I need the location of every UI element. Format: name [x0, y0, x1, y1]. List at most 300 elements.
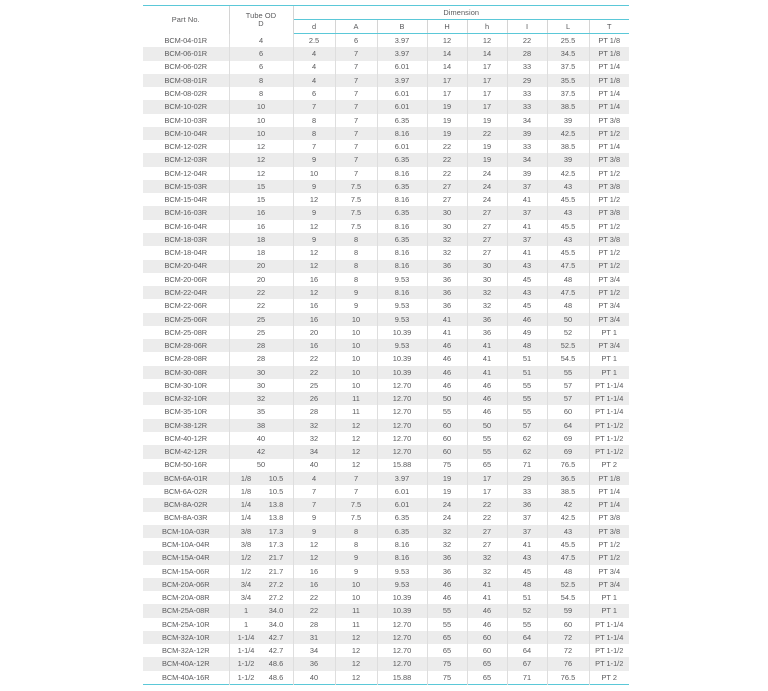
- cell-part-no: BCM-04-01R: [143, 34, 229, 48]
- tube-od-inch: 3/4: [240, 593, 252, 603]
- cell-dim-h: 27: [467, 233, 507, 246]
- cell-tube-od: [229, 74, 293, 87]
- cell-dim-L: 48: [547, 565, 589, 578]
- cell-tube-od: [229, 644, 293, 657]
- cell-dim-I: 37: [507, 512, 547, 525]
- cell-tube-od: [229, 114, 293, 127]
- cell-tube-od: [229, 432, 293, 445]
- cell-dim-L: 52.5: [547, 339, 589, 352]
- table-row: [143, 114, 629, 127]
- tube-od-inch: 1/4: [240, 513, 252, 523]
- cell-dim-H: 14: [427, 61, 467, 74]
- cell-dim-h: 65: [467, 459, 507, 472]
- cell-dim-d: 22: [293, 352, 335, 365]
- cell-tube-od: [229, 604, 293, 617]
- table-row: [143, 657, 629, 670]
- cell-dim-I: 28: [507, 47, 547, 60]
- cell-dim-B: 3.97: [377, 74, 427, 87]
- cell-dim-B: 12.70: [377, 657, 427, 670]
- cell-dim-I: 45: [507, 299, 547, 312]
- column-header-I: I: [507, 20, 547, 34]
- tube-od-inch: 1/2: [240, 553, 252, 563]
- table-row: [143, 339, 629, 352]
- cell-tube-od: [229, 551, 293, 564]
- cell-dim-d: 4: [293, 61, 335, 74]
- cell-dim-d: 26: [293, 392, 335, 405]
- cell-dim-L: 37.5: [547, 61, 589, 74]
- cell-dim-h: 32: [467, 299, 507, 312]
- cell-dim-A: 8: [335, 273, 377, 286]
- cell-dim-T: PT 3/4: [598, 579, 621, 589]
- cell-dim-B: 6.35: [377, 153, 427, 166]
- tube-od-inch: 1: [243, 606, 249, 616]
- cell-part-no: BCM-38-12R: [143, 419, 229, 432]
- cell-dim-L: 48: [547, 273, 589, 286]
- cell-dim-h: 65: [467, 671, 507, 685]
- cell-dim-I: 34: [507, 114, 547, 127]
- cell-part-no: BCM-35-10R: [143, 405, 229, 418]
- cell-dim-B: 9.53: [377, 313, 427, 326]
- table-row: [143, 87, 629, 100]
- cell-dim-I: 67: [507, 657, 547, 670]
- tube-od-value: 18: [256, 248, 266, 258]
- cell-dim-L: 52: [547, 326, 589, 339]
- cell-dim-I: 43: [507, 260, 547, 273]
- cell-dim-T: PT 3/8: [598, 526, 621, 536]
- cell-part-no: BCM-40A-12R: [143, 657, 229, 670]
- cell-dim-H: 27: [427, 193, 467, 206]
- table-row: [143, 153, 629, 166]
- cell-dim-H: 75: [427, 657, 467, 670]
- cell-dim-T: PT 1/2: [598, 540, 621, 550]
- cell-dim-h: 55: [467, 432, 507, 445]
- cell-dim-B: 10.39: [377, 326, 427, 339]
- cell-dim-A: 8: [335, 525, 377, 538]
- cell-dim-h: 17: [467, 100, 507, 113]
- cell-dim-h: 46: [467, 405, 507, 418]
- table-row: [143, 432, 629, 445]
- cell-dim-B: 6.01: [377, 498, 427, 511]
- cell-dim-A: 7.5: [335, 180, 377, 193]
- cell-dim-L: 60: [547, 618, 589, 631]
- tube-od-value: 28: [256, 354, 266, 364]
- cell-dim-h: 27: [467, 246, 507, 259]
- column-header-d: d: [293, 20, 335, 34]
- cell-dim-T: PT 1-1/4: [595, 619, 624, 629]
- cell-dim-T: PT 1/2: [598, 261, 621, 271]
- tube-od-mm: 27.2: [268, 579, 284, 589]
- cell-dim-d: 9: [293, 180, 335, 193]
- cell-dim-H: 24: [427, 498, 467, 511]
- tube-od-value: 40: [256, 433, 266, 443]
- cell-dim-A: 9: [335, 286, 377, 299]
- cell-dim-d: 22: [293, 591, 335, 604]
- cell-dim-H: 41: [427, 326, 467, 339]
- cell-dim-B: 6.01: [377, 485, 427, 498]
- cell-dim-A: 7: [335, 100, 377, 113]
- table-row: [143, 193, 629, 206]
- cell-dim-I: 37: [507, 233, 547, 246]
- cell-dim-L: 59: [547, 604, 589, 617]
- tube-od-value: 42: [256, 447, 266, 457]
- cell-dim-I: 33: [507, 140, 547, 153]
- cell-dim-B: 6.35: [377, 233, 427, 246]
- cell-dim-H: 19: [427, 127, 467, 140]
- cell-dim-I: 64: [507, 644, 547, 657]
- cell-dim-d: 7: [293, 140, 335, 153]
- cell-dim-T: PT 2: [601, 460, 617, 470]
- cell-dim-I: 37: [507, 180, 547, 193]
- cell-dim-I: 48: [507, 578, 547, 591]
- cell-dim-d: 28: [293, 618, 335, 631]
- table-row: [143, 299, 629, 312]
- cell-dim-A: 8: [335, 260, 377, 273]
- cell-tube-od: [229, 246, 293, 259]
- tube-od-value: 25: [256, 327, 266, 337]
- tube-od-mm: 21.7: [268, 566, 284, 576]
- cell-dim-L: 39: [547, 114, 589, 127]
- cell-dim-d: 28: [293, 405, 335, 418]
- cell-tube-od: [229, 419, 293, 432]
- tube-od-mm: 48.6: [268, 659, 284, 669]
- cell-dim-L: 38.5: [547, 100, 589, 113]
- table-header: [143, 3, 629, 34]
- cell-tube-od: [229, 392, 293, 405]
- table-row: [143, 34, 629, 48]
- cell-dim-T: PT 3/8: [598, 513, 621, 523]
- cell-dim-I: 33: [507, 100, 547, 113]
- cell-dim-I: 62: [507, 432, 547, 445]
- cell-part-no: BCM-20A-08R: [143, 591, 229, 604]
- cell-dim-T: PT 1: [601, 354, 617, 364]
- cell-dim-d: 9: [293, 206, 335, 219]
- tube-od-inch: 3/4: [240, 579, 252, 589]
- cell-dim-I: 46: [507, 313, 547, 326]
- cell-dim-L: 36.5: [547, 472, 589, 485]
- cell-dim-I: 48: [507, 339, 547, 352]
- cell-tube-od: [229, 61, 293, 74]
- cell-part-no: BCM-25A-10R: [143, 618, 229, 631]
- cell-tube-od: [229, 445, 293, 458]
- cell-tube-od: [229, 538, 293, 551]
- column-header-dimension-group: Dimension: [293, 6, 629, 20]
- cell-dim-B: 12.70: [377, 392, 427, 405]
- cell-dim-H: 55: [427, 604, 467, 617]
- cell-dim-B: 6.01: [377, 61, 427, 74]
- cell-part-no: BCM-30-10R: [143, 379, 229, 392]
- cell-dim-B: 12.70: [377, 405, 427, 418]
- tube-od-mm: 42.7: [268, 632, 284, 642]
- tube-od-inch: 3/8: [240, 540, 252, 550]
- cell-dim-H: 17: [427, 87, 467, 100]
- cell-dim-I: 55: [507, 618, 547, 631]
- table-row: [143, 379, 629, 392]
- cell-dim-I: 37: [507, 525, 547, 538]
- cell-dim-A: 12: [335, 657, 377, 670]
- cell-dim-T: PT 1/4: [598, 62, 621, 72]
- cell-dim-B: 10.39: [377, 591, 427, 604]
- cell-dim-T: PT 1/4: [598, 102, 621, 112]
- cell-dim-L: 47.5: [547, 551, 589, 564]
- cell-dim-I: 43: [507, 286, 547, 299]
- cell-dim-T: PT 1-1/2: [595, 433, 624, 443]
- cell-tube-od: [229, 472, 293, 485]
- cell-dim-T: PT 1/8: [598, 49, 621, 59]
- table-row: [143, 220, 629, 233]
- cell-dim-A: 10: [335, 339, 377, 352]
- cell-dim-H: 24: [427, 512, 467, 525]
- cell-dim-A: 10: [335, 591, 377, 604]
- cell-part-no: BCM-15-03R: [143, 180, 229, 193]
- table-row: [143, 180, 629, 193]
- cell-dim-T: PT 1/8: [598, 473, 621, 483]
- header-row-primary: [143, 6, 629, 20]
- cell-dim-I: 52: [507, 604, 547, 617]
- table-row: [143, 671, 629, 685]
- table-row: [143, 127, 629, 140]
- spec-table-container: [143, 3, 629, 687]
- cell-dim-A: 7: [335, 127, 377, 140]
- cell-tube-od: [229, 47, 293, 60]
- cell-tube-od: [229, 220, 293, 233]
- cell-dim-A: 7.5: [335, 193, 377, 206]
- tube-od-value: 22: [256, 301, 266, 311]
- cell-dim-H: 65: [427, 644, 467, 657]
- tube-od-value: 28: [256, 341, 266, 351]
- cell-dim-H: 46: [427, 352, 467, 365]
- cell-dim-H: 32: [427, 525, 467, 538]
- cell-tube-od: [229, 657, 293, 670]
- cell-dim-A: 7: [335, 472, 377, 485]
- cell-dim-A: 12: [335, 671, 377, 685]
- cell-dim-L: 64: [547, 419, 589, 432]
- table-row: [143, 246, 629, 259]
- cell-dim-T: PT 3/4: [598, 341, 621, 351]
- cell-dim-H: 46: [427, 366, 467, 379]
- cell-dim-I: 57: [507, 419, 547, 432]
- cell-part-no: BCM-22-04R: [143, 286, 229, 299]
- cell-dim-d: 40: [293, 671, 335, 685]
- column-header-part-no: Part No.: [143, 6, 229, 34]
- cell-dim-A: 12: [335, 445, 377, 458]
- cell-dim-H: 55: [427, 405, 467, 418]
- cell-dim-L: 42.5: [547, 167, 589, 180]
- cell-part-no: BCM-28-06R: [143, 339, 229, 352]
- cell-dim-A: 7: [335, 74, 377, 87]
- cell-dim-B: 15.88: [377, 671, 427, 685]
- cell-dim-I: 22: [507, 34, 547, 48]
- cell-dim-d: 32: [293, 432, 335, 445]
- table-row: [143, 631, 629, 644]
- table-row: [143, 498, 629, 511]
- cell-dim-T: PT 1/2: [598, 248, 621, 258]
- cell-dim-A: 9: [335, 551, 377, 564]
- cell-part-no: BCM-12-04R: [143, 167, 229, 180]
- table-row: [143, 313, 629, 326]
- cell-dim-T: PT 3/4: [598, 274, 621, 284]
- cell-dim-d: 9: [293, 153, 335, 166]
- tube-od-value: 10: [256, 128, 266, 138]
- cell-dim-A: 12: [335, 419, 377, 432]
- cell-dim-T: PT 1/4: [598, 500, 621, 510]
- cell-dim-L: 35.5: [547, 74, 589, 87]
- table-row: [143, 140, 629, 153]
- tube-od-value: 25: [256, 314, 266, 324]
- cell-dim-T: PT 1-1/4: [595, 632, 624, 642]
- cell-dim-L: 38.5: [547, 140, 589, 153]
- cell-dim-L: 39: [547, 153, 589, 166]
- cell-dim-I: 71: [507, 459, 547, 472]
- cell-dim-A: 9: [335, 565, 377, 578]
- cell-dim-I: 41: [507, 246, 547, 259]
- cell-dim-h: 19: [467, 140, 507, 153]
- tube-od-inch: 1: [243, 619, 249, 629]
- table-row: [143, 644, 629, 657]
- cell-dim-A: 10: [335, 326, 377, 339]
- tube-od-inch: 1-1/2: [237, 672, 255, 682]
- cell-dim-A: 11: [335, 392, 377, 405]
- table-row: [143, 459, 629, 472]
- cell-dim-h: 50: [467, 419, 507, 432]
- cell-dim-I: 34: [507, 153, 547, 166]
- cell-dim-A: 10: [335, 379, 377, 392]
- cell-dim-h: 22: [467, 498, 507, 511]
- cell-dim-T: PT 1-1/2: [595, 420, 624, 430]
- cell-tube-od: [229, 313, 293, 326]
- cell-dim-I: 29: [507, 74, 547, 87]
- cell-dim-L: 54.5: [547, 352, 589, 365]
- cell-dim-d: 12: [293, 246, 335, 259]
- cell-part-no: BCM-08-02R: [143, 87, 229, 100]
- cell-dim-I: 51: [507, 352, 547, 365]
- tube-od-mm: 10.5: [268, 473, 284, 483]
- cell-tube-od: [229, 498, 293, 511]
- cell-part-no: BCM-32A-12R: [143, 644, 229, 657]
- cell-part-no: BCM-10A-04R: [143, 538, 229, 551]
- tube-od-value: 6: [258, 49, 264, 59]
- cell-dim-A: 12: [335, 459, 377, 472]
- cell-dim-B: 10.39: [377, 352, 427, 365]
- cell-dim-B: 15.88: [377, 459, 427, 472]
- cell-part-no: BCM-18-03R: [143, 233, 229, 246]
- cell-tube-od: [229, 525, 293, 538]
- cell-part-no: BCM-28-08R: [143, 352, 229, 365]
- cell-dim-T: PT 3/8: [598, 155, 621, 165]
- cell-dim-h: 17: [467, 485, 507, 498]
- cell-dim-H: 75: [427, 671, 467, 685]
- cell-dim-L: 45.5: [547, 246, 589, 259]
- cell-tube-od: [229, 193, 293, 206]
- tube-od-mm: 17.3: [268, 540, 284, 550]
- cell-dim-h: 60: [467, 644, 507, 657]
- cell-dim-d: 34: [293, 644, 335, 657]
- cell-dim-B: 9.53: [377, 273, 427, 286]
- cell-dim-d: 7: [293, 498, 335, 511]
- cell-dim-A: 12: [335, 631, 377, 644]
- cell-dim-I: 41: [507, 538, 547, 551]
- cell-dim-d: 9: [293, 525, 335, 538]
- tube-od-value: 20: [256, 261, 266, 271]
- cell-dim-B: 8.16: [377, 220, 427, 233]
- cell-part-no: BCM-12-03R: [143, 153, 229, 166]
- tube-od-mm: 34.0: [268, 619, 284, 629]
- cell-dim-T: PT 1/2: [598, 168, 621, 178]
- cell-dim-H: 27: [427, 180, 467, 193]
- cell-dim-A: 11: [335, 618, 377, 631]
- cell-dim-H: 22: [427, 167, 467, 180]
- table-row: [143, 578, 629, 591]
- cell-dim-T: PT 1-1/2: [595, 659, 624, 669]
- cell-dim-h: 30: [467, 260, 507, 273]
- cell-dim-h: 36: [467, 326, 507, 339]
- cell-tube-od: [229, 339, 293, 352]
- cell-dim-d: 12: [293, 286, 335, 299]
- cell-dim-B: 6.01: [377, 100, 427, 113]
- cell-dim-A: 10: [335, 578, 377, 591]
- cell-dim-L: 54.5: [547, 591, 589, 604]
- cell-dim-H: 19: [427, 485, 467, 498]
- cell-dim-A: 7: [335, 47, 377, 60]
- cell-dim-A: 8: [335, 233, 377, 246]
- tube-od-inch: 1-1/2: [237, 659, 255, 669]
- tube-od-value: 15: [256, 181, 266, 191]
- cell-tube-od: [229, 671, 293, 685]
- cell-dim-H: 55: [427, 618, 467, 631]
- cell-dim-L: 37.5: [547, 87, 589, 100]
- cell-dim-I: 45: [507, 565, 547, 578]
- cell-tube-od: [229, 153, 293, 166]
- cell-dim-L: 55: [547, 366, 589, 379]
- cell-part-no: BCM-16-04R: [143, 220, 229, 233]
- cell-tube-od: [229, 565, 293, 578]
- cell-dim-I: 33: [507, 485, 547, 498]
- cell-dim-A: 7.5: [335, 206, 377, 219]
- table-row: [143, 565, 629, 578]
- cell-dim-d: 8: [293, 114, 335, 127]
- cell-part-no: BCM-06-02R: [143, 61, 229, 74]
- cell-part-no: BCM-20A-06R: [143, 578, 229, 591]
- cell-dim-h: 14: [467, 47, 507, 60]
- tube-od-label-line2: D: [258, 18, 264, 28]
- cell-dim-A: 10: [335, 366, 377, 379]
- cell-dim-B: 6.35: [377, 525, 427, 538]
- cell-dim-A: 8: [335, 246, 377, 259]
- cell-dim-T: PT 1/2: [598, 287, 621, 297]
- cell-part-no: BCM-40A-16R: [143, 671, 229, 685]
- table-row: [143, 233, 629, 246]
- cell-dim-T: PT 1/2: [598, 553, 621, 563]
- cell-part-no: BCM-22-06R: [143, 299, 229, 312]
- tube-od-mm: 42.7: [268, 646, 284, 656]
- cell-dim-L: 69: [547, 445, 589, 458]
- cell-dim-I: 41: [507, 193, 547, 206]
- cell-dim-L: 42.5: [547, 127, 589, 140]
- part-dimension-table: [143, 3, 629, 687]
- cell-tube-od: [229, 485, 293, 498]
- cell-dim-B: 10.39: [377, 366, 427, 379]
- cell-part-no: BCM-25-08R: [143, 326, 229, 339]
- cell-dim-L: 47.5: [547, 260, 589, 273]
- cell-part-no: BCM-20-06R: [143, 273, 229, 286]
- cell-dim-L: 52.5: [547, 578, 589, 591]
- table-footer: [143, 685, 629, 688]
- cell-dim-I: 29: [507, 472, 547, 485]
- cell-dim-h: 19: [467, 153, 507, 166]
- cell-dim-T: PT 1/2: [598, 195, 621, 205]
- cell-dim-H: 36: [427, 286, 467, 299]
- cell-dim-T: PT 1-1/4: [595, 380, 624, 390]
- cell-dim-h: 41: [467, 352, 507, 365]
